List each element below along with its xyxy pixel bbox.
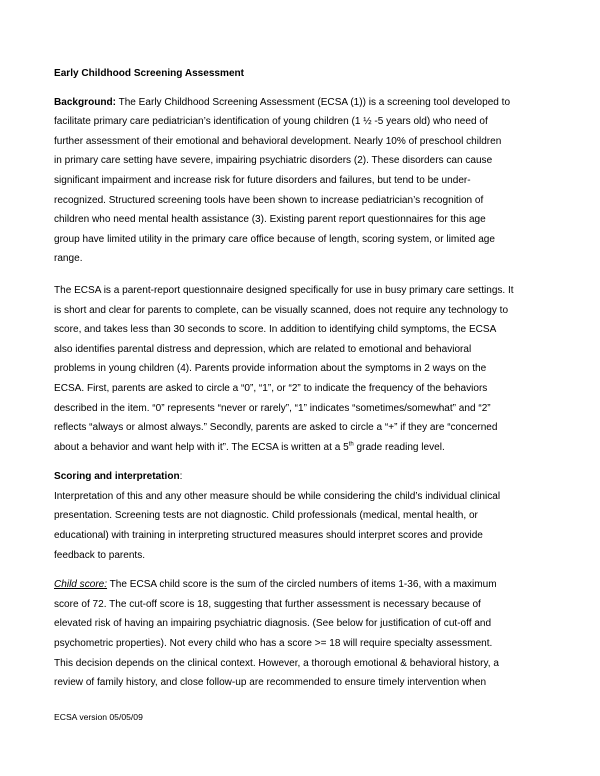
superscript-th: th bbox=[348, 441, 354, 448]
ecsa-line: is short and clear for parents to complete, can be visually scanned, does not require any technology to bbox=[54, 304, 509, 316]
scoring-heading-line: Scoring and interpretation: bbox=[54, 471, 183, 483]
background-line: significant impairment and increase risk for future disorders and failures, but tend to be under- bbox=[54, 174, 471, 186]
ecsa-line: score, and takes less than 30 seconds to score. In addition to identifying child symptoms, the ECSA bbox=[54, 324, 497, 336]
child-score-heading: Child score: bbox=[54, 579, 108, 591]
background-line: Background: The Early Childhood Screening Assessment (ECSA (1)) is a screening tool developed to bbox=[54, 96, 511, 108]
background-section bbox=[54, 93, 554, 269]
child-score-line: score of 72. The cut-off score is 18, suggesting that further assessment is necessary because of bbox=[54, 598, 481, 610]
background-line: further assessment of their emotional and behavioral development. Nearly 10% of preschool children bbox=[54, 135, 502, 147]
ecsa-description-section bbox=[54, 281, 554, 457]
ecsa-line: ECSA. First, parents are asked to circle a “0”, “1”, or “2” to indicate the frequency of the behaviors bbox=[54, 382, 488, 394]
ecsa-line: reflects “always or almost always.” Secondly, parents are asked to circle a “+” if they are “concerned bbox=[54, 422, 498, 434]
ecsa-line: also identifies parental distress and depression, which are related to emotional and behavioral bbox=[54, 343, 472, 355]
ecsa-line: about a behavior and want help with it”. The ECSA is written at a 5th grade reading level. bbox=[54, 441, 445, 453]
background-heading: Background: bbox=[54, 96, 116, 108]
child-score-line: elevated risk of having an impairing psychiatric diagnosis. (See below for justification of cut-off and bbox=[54, 618, 492, 630]
child-score-line: psychometric properties). Not every child who has a score >= 18 will require specialty assessment. bbox=[54, 638, 493, 650]
scoring-heading: Scoring and interpretation bbox=[54, 471, 180, 483]
scoring-line: educational) with training in interpreting structured measures should interpret scores and provide bbox=[54, 530, 483, 542]
child-score-line: review of family history, and close follow-up are recommended to ensure timely intervention when bbox=[54, 677, 487, 689]
background-line: in primary care setting have severe, impairing psychiatric disorders (2). These disorders can cause bbox=[54, 155, 493, 167]
background-line: range. bbox=[54, 253, 83, 265]
ecsa-line: problems in young children (4). Parents provide information about the symptoms in 2 ways on the bbox=[54, 363, 487, 375]
ecsa-line: described in the item. “0” represents “never or rarely”, “1” indicates “sometimes/somewhat” and “2” bbox=[54, 402, 491, 414]
ecsa-line: The ECSA is a parent-report questionnaire designed specifically for use in busy primary care settings. It bbox=[54, 284, 514, 296]
child-score-line: Child score: The ECSA child score is the sum of the circled numbers of items 1-36, with a maximum bbox=[54, 579, 497, 591]
page-footer: ECSA version 05/05/09 bbox=[54, 712, 143, 722]
background-line: facilitate primary care pediatrician’s identification of young children (1 ½ -5 years old) who need of bbox=[54, 116, 488, 128]
child-score-line: This decision depends on the clinical context. However, a thorough emotional & behavioral history, a bbox=[54, 657, 499, 669]
background-line: group have limited utility in the primary care office because of length, scoring system, or limited age bbox=[54, 233, 495, 245]
document-page bbox=[54, 64, 554, 693]
background-line: children who need mental health assistance (3). Existing parent report questionnaires for this age bbox=[54, 214, 486, 226]
child-score-section bbox=[54, 575, 554, 693]
scoring-section bbox=[54, 467, 554, 565]
scoring-line: presentation. Screening tests are not diagnostic. Child professionals (medical, mental health, or bbox=[54, 510, 478, 522]
background-line: recognized. Structured screening tools have been shown to increase pediatrician’s recognition of bbox=[54, 194, 484, 206]
document-title: Early Childhood Screening Assessment bbox=[54, 68, 245, 79]
scoring-line: feedback to parents. bbox=[54, 549, 146, 561]
scoring-line: Interpretation of this and any other measure should be while considering the child’s individual clinical bbox=[54, 490, 501, 502]
